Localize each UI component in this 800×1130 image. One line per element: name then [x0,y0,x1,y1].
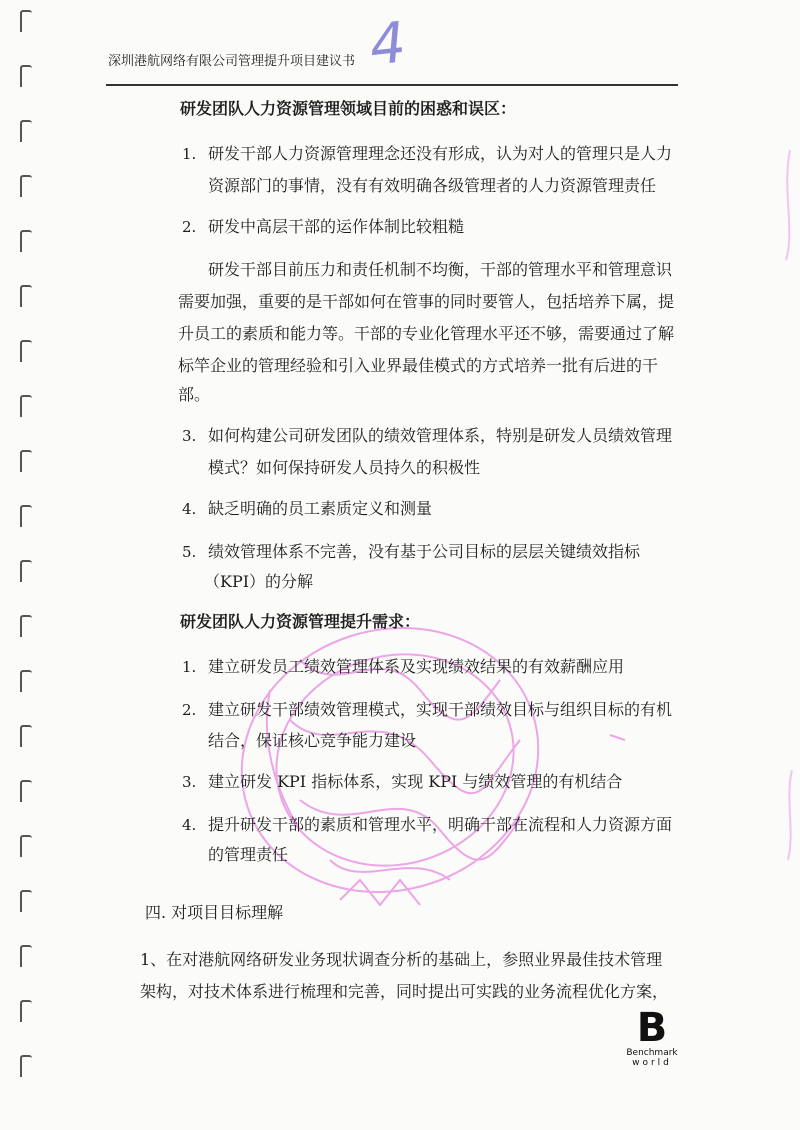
list-item-line: 研发干部人力资源管理理念还没有形成，认为对人的管理只是人力 [208,144,673,163]
header-rule [106,84,678,86]
list-item-line: 缺乏明确的员工素质定义和测量 [208,499,433,518]
binder-hole-mark [20,340,32,362]
binder-hole-mark [20,890,32,912]
binder-hole-mark [20,1055,32,1077]
list-item-line: 建立研发 KPI 指标体系，实现 KPI 与绩效管理的有机结合 [208,772,623,791]
paragraph-line: 部。 [178,385,211,404]
document-header: 深圳港航网络有限公司管理提升项目建议书 [108,54,356,69]
logo-letter: B [636,1008,668,1044]
binder-hole-mark [20,560,32,582]
binder-hole-mark [20,945,32,967]
binder-hole-mark [20,615,32,637]
binder-holes [20,0,40,1130]
list-number: 4. [182,500,197,518]
section-title-needs: 研发团队人力资源管理提升需求： [180,612,421,631]
binder-hole-mark [20,65,32,87]
paragraph-line: 标竿企业的管理经验和引入业界最佳模式的方式培养一批有后进的干 [178,356,659,375]
benchmark-logo [612,1008,692,1068]
list-number: 1. [182,658,197,676]
binder-hole-mark [20,725,32,747]
binder-hole-mark [20,175,32,197]
list-number: 3. [182,427,197,445]
paragraph-line: 升员工的素质和能力等。干部的专业化管理水平还不够，需要通过了解 [178,324,675,343]
binder-hole-mark [20,670,32,692]
list-item-line: 模式？如何保持研发人员持久的积极性 [208,458,481,477]
paragraph-line: 架构，对技术体系进行梳理和完善，同时提出可实践的业务流程优化方案， [140,982,669,1001]
list-item-line: 资源部门的事情，没有有效明确各级管理者的人力资源管理责任 [208,176,657,195]
list-number: 2. [182,701,197,719]
binder-hole-mark [20,230,32,252]
list-item-line: 如何构建公司研发团队的绩效管理体系，特别是研发人员绩效管理 [208,426,673,445]
list-number: 2. [182,218,197,236]
binder-hole-mark [20,120,32,142]
list-item-line: 提升研发干部的素质和管理水平，明确干部在流程和人力资源方面 [208,815,673,834]
logo-line-1: Benchmark [626,1048,678,1058]
binder-hole-mark [20,395,32,417]
list-item-line: 结合，保证核心竞争能力建设 [208,731,417,750]
binder-hole-mark [20,10,32,32]
logo-line-2: world [632,1058,672,1068]
section-title-confusion: 研发团队人力资源管理领域目前的困惑和误区： [180,99,517,118]
list-number: 5. [182,543,197,561]
list-item-line: 绩效管理体系不完善，没有基于公司目标的层层关键绩效指标 [208,542,641,561]
binder-hole-mark [20,1000,32,1022]
list-number: 4. [182,816,197,834]
paragraph-line: 1、在对港航网络研发业务现状调查分析的基础上，参照业界最佳技术管理 [140,950,663,969]
paragraph-line: 需要加强，重要的是干部如何在管事的同时要管人，包括培养下属，提 [178,292,675,311]
binder-hole-mark [20,835,32,857]
logo-letter-icon [612,1008,692,1044]
binder-hole-mark [20,450,32,472]
section-title-goal: 四. 对项目目标理解 [145,903,284,922]
list-number: 3. [182,773,197,791]
list-item-line: （KPI）的分解 [204,572,314,591]
binder-hole-mark [20,780,32,802]
list-item-line: 的管理责任 [208,845,289,864]
handwritten-page-mark: 4 [366,10,409,79]
list-item-line: 建立研发员工绩效管理体系及实现绩效结果的有效薪酬应用 [208,657,625,676]
binder-hole-mark [20,505,32,527]
list-item-line: 研发中高层干部的运作体制比较粗糙 [208,217,465,236]
list-item-line: 建立研发干部绩效管理模式，实现干部绩效目标与组织目标的有机 [208,700,673,719]
binder-hole-mark [20,285,32,307]
list-number: 1. [182,145,197,163]
paragraph-line: 研发干部目前压力和责任机制不均衡，干部的管理水平和管理意识 [208,260,673,279]
